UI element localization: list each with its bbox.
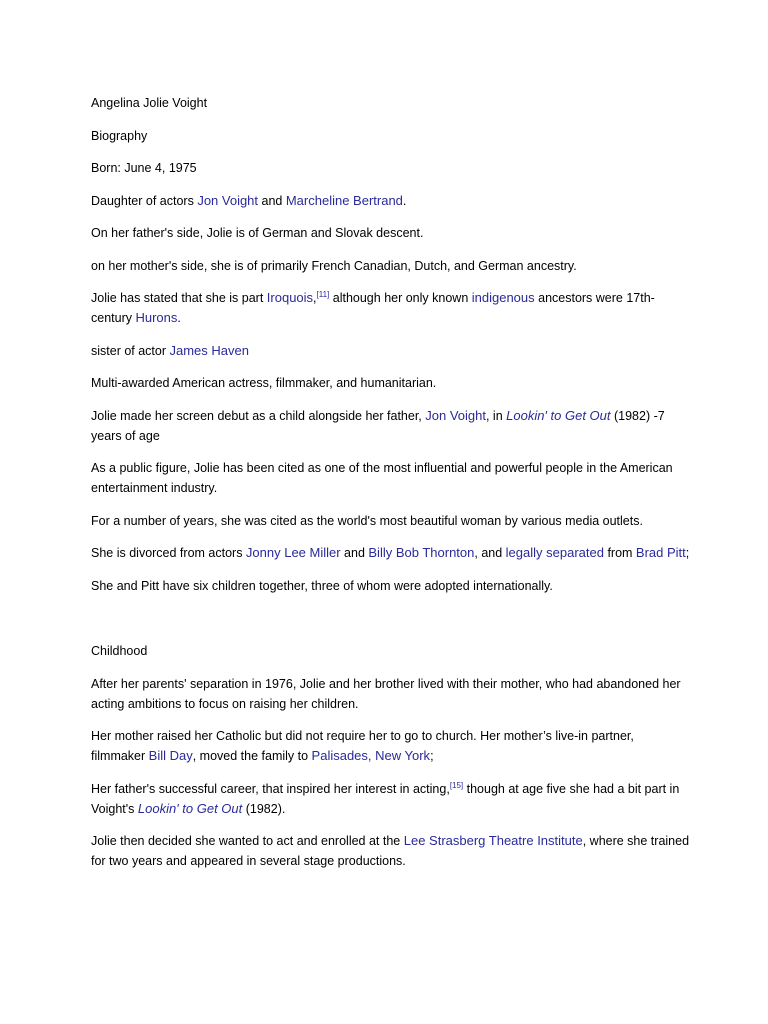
text-run: Her mother raised her Catholic but did not require her to go to church. Her mother’s live-in partner, filmmaker [91, 729, 634, 763]
parents-paragraph [91, 191, 691, 211]
link-lee-strasberg-theatre-institute[interactable]: Lee Strasberg Theatre Institute [403, 833, 583, 848]
strasberg-paragraph [91, 831, 691, 871]
reference-superscript [450, 780, 463, 789]
title-text: Angelina Jolie Voight [91, 96, 208, 110]
document-title [91, 93, 691, 113]
reference-link-15[interactable]: [15] [449, 780, 464, 790]
link-palisades-new-york[interactable]: Palisades, New York [311, 748, 431, 763]
link-iroquois[interactable]: Iroquois [266, 290, 314, 305]
text-run: , where she trained for two years and appeared in several stage productions. [91, 834, 690, 868]
link-jon-voight-2[interactable]: Jon Voight [425, 407, 486, 423]
text-run: As a public figure, Jolie has been cited as one of the most influential and powerful people in the American entertainment industry. [91, 461, 673, 495]
link-bill-day[interactable]: Bill Day [148, 748, 193, 763]
sibling-paragraph [91, 341, 691, 361]
catholic-paragraph [91, 726, 691, 766]
link-jon-voight[interactable]: Jon Voight [197, 192, 259, 208]
text-run: , in [485, 408, 507, 423]
reference-link-11[interactable]: [11] [316, 289, 330, 299]
separation-paragraph [91, 674, 691, 714]
children-paragraph [91, 576, 691, 596]
text-run: Jolie then decided she wanted to act and enrolled at the [91, 834, 404, 848]
link-marcheline-bertrand[interactable]: Marcheline Bertrand [285, 192, 403, 208]
text-run: She is divorced from actors [91, 546, 246, 560]
birth-date-paragraph [91, 158, 691, 178]
text-run: and [340, 546, 369, 560]
text-run: although her only known [329, 291, 472, 305]
mother-descent-paragraph [91, 256, 691, 276]
text-run: She and Pitt have six children together, three of whom were adopted internationally. [91, 578, 553, 593]
text-run: For a number of years, she was cited as the world's most beautiful woman by various media outlets. [91, 513, 643, 528]
link-indigenous[interactable]: indigenous [471, 290, 535, 305]
link-billy-bob-thornton[interactable]: Billy Bob Thornton [368, 545, 475, 560]
link-james-haven[interactable]: James Haven [169, 342, 249, 358]
reference-superscript [317, 290, 330, 299]
screen-debut-paragraph [91, 406, 691, 446]
heading-text: Biography [91, 128, 148, 143]
link-hurons[interactable]: Hurons [135, 310, 178, 325]
text-run: . [402, 193, 407, 208]
text-run: ; [685, 546, 690, 560]
beauty-paragraph [91, 511, 691, 531]
link-legally-separated[interactable]: legally separated [505, 545, 604, 560]
text-run: Her father's successful career, that inspired her interest in acting, [91, 781, 450, 796]
link-brad-pitt[interactable]: Brad Pitt [635, 545, 686, 560]
text-run: On her father's side, Jolie is of German and Slovak descent. [91, 226, 424, 240]
public-figure-paragraph [91, 458, 691, 498]
text-run: Jolie made her screen debut as a child alongside her father, [91, 408, 426, 423]
text-run: (1982) -7 years of age [91, 408, 665, 443]
text-run: Jolie has stated that she is part [91, 291, 267, 305]
text-run: After her parents' separation in 1976, Jolie and her brother lived with their mother, who had abandoned her acting ambitions to focus on raising her children. [91, 676, 681, 711]
text-run: though at age five she had a bit part in Voight's [91, 781, 680, 816]
text-run: and [258, 193, 286, 208]
relationships-paragraph [91, 543, 691, 563]
text-run: , and [474, 546, 506, 560]
birth-date-text: Born: June 4, 1975 [91, 161, 197, 175]
profession-paragraph [91, 373, 691, 393]
text-run: . [177, 311, 181, 325]
section-spacer [91, 608, 691, 641]
text-run: Daughter of actors [91, 193, 198, 208]
text-run: sister of actor [91, 343, 170, 358]
text-run: on her mother's side, she is of primarily French Canadian, Dutch, and German ancestry. [91, 258, 577, 273]
text-run: ; [430, 749, 434, 763]
text-run: , [313, 291, 317, 305]
link-lookin-to-get-out[interactable]: Lookin' to Get Out [506, 407, 611, 423]
link-lookin-to-get-out-2[interactable]: Lookin' to Get Out [137, 800, 243, 816]
section-heading-childhood [91, 641, 691, 661]
document-page [91, 93, 691, 884]
ancestry-paragraph [91, 288, 691, 328]
link-jonny-lee-miller[interactable]: Jonny Lee Miller [245, 545, 341, 560]
text-run: from [603, 546, 636, 560]
text-run: , moved the family to [192, 749, 312, 763]
father-career-paragraph [91, 779, 691, 819]
text-run: ancestors were 17th-century [91, 291, 655, 325]
father-descent-paragraph [91, 223, 691, 243]
section-heading-biography [91, 126, 691, 146]
heading-text: Childhood [91, 644, 148, 658]
text-run: (1982). [242, 801, 286, 816]
text-run: Multi-awarded American actress, filmmaker, and humanitarian. [91, 376, 437, 390]
